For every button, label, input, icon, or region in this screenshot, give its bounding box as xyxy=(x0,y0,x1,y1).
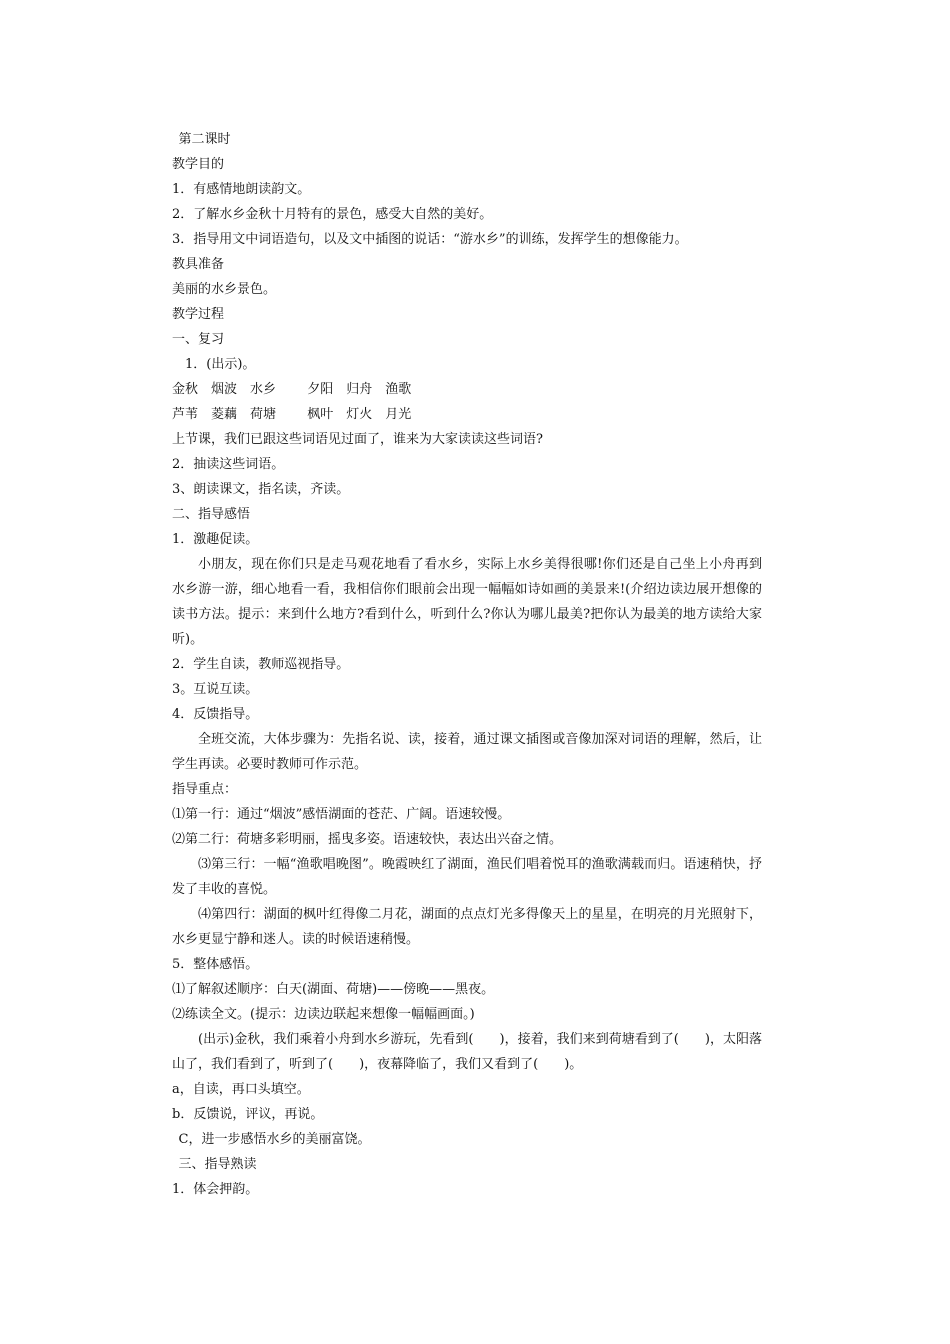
review-step-3: 3、朗读课文，指名读，齐读。 xyxy=(172,482,350,497)
guide-heading: 二、指导感悟 xyxy=(172,507,251,522)
vocab-word: 枫叶 xyxy=(307,407,334,422)
focus-line-3: ⑶第三行：一幅“渔歌唱晚图”。晚霞映红了湖面，渔民们唱着悦耳的渔歌满载而归。语速稍快，抒发了丰收的喜悦。 xyxy=(172,857,762,897)
sub-step-a: a，自读，再口头填空。 xyxy=(172,1082,310,1097)
focus-line-1: ⑴第一行：通过“烟波”感悟湖面的苍茫、广阔。语速较慢。 xyxy=(172,807,511,822)
lesson-document xyxy=(172,127,762,1202)
sub-step-c: C，进一步感悟水乡的美丽富饶。 xyxy=(178,1132,371,1147)
lesson-title: 第二课时 xyxy=(178,132,231,147)
review-heading: 一、复习 xyxy=(172,332,225,347)
fill-blank-paragraph: (出示)金秋，我们乘着小舟到水乡游玩，先看到( )，接着，我们来到荷塘看到了( )，太阳落山了，我们看到了，听到了( )，夜幕降临了，我们又看到了( )。 xyxy=(172,1032,762,1072)
guide-step-1: 1．激趣促读。 xyxy=(172,532,259,547)
vocab-word: 归舟 xyxy=(346,382,373,397)
practice-heading: 三、指导熟读 xyxy=(178,1157,257,1172)
vocab-row-1 xyxy=(172,377,762,402)
vocab-word: 夕阳 xyxy=(307,382,334,397)
vocab-word: 荷塘 xyxy=(250,407,277,422)
objectives-heading: 教学目的 xyxy=(172,157,225,172)
vocab-word: 烟波 xyxy=(211,382,238,397)
objective-3: 3．指导用文中词语造句，以及文中插图的说话：“游水乡”的训练，发挥学生的想像能力。 xyxy=(172,232,688,247)
guide-intro-paragraph: 小朋友，现在你们只是走马观花地看了看水乡，实际上水乡美得很哪!你们还是自己坐上小舟再到水乡游一游，细心地看一看，我相信你们眼前会出现一幅幅如诗如画的美景来!(介绍边读边展开想像的读书方法。提示：来到什么地方?看到什么，听到什么?你认为哪儿最美?把你认为最美的地方读给大家听)。 xyxy=(172,557,762,647)
vocab-word: 芦苇 xyxy=(172,407,199,422)
overall-line-1: ⑴了解叙述顺序：白天(湖面、荷塘)——傍晚——黑夜。 xyxy=(172,982,495,997)
guide-step-5: 5．整体感悟。 xyxy=(172,957,259,972)
vocab-word: 菱藕 xyxy=(211,407,238,422)
sub-step-b: b．反馈说，评议，再说。 xyxy=(172,1107,324,1122)
materials-heading: 教具准备 xyxy=(172,257,225,272)
review-step-2: 2．抽读这些词语。 xyxy=(172,457,285,472)
focus-line-4: ⑷第四行：湖面的枫叶红得像二月花，湖面的点点灯光多得像天上的星星，在明亮的月光照射下，水乡更显宁静和迷人。读的时候语速稍慢。 xyxy=(172,907,762,947)
focus-heading: 指导重点： xyxy=(172,782,238,797)
exchange-paragraph: 全班交流，大体步骤为：先指名说、读，接着，通过课文插图或音像加深对词语的理解，然后，让学生再读。必要时教师可作示范。 xyxy=(172,732,762,772)
review-question: 上节课，我们已跟这些词语见过面了，谁来为大家读读这些词语? xyxy=(172,432,543,447)
vocab-word: 月光 xyxy=(385,407,412,422)
vocab-row-2 xyxy=(172,402,762,427)
vocab-word: 金秋 xyxy=(172,382,199,397)
review-step-1: 1．(出示)。 xyxy=(185,357,256,372)
guide-step-4: 4．反馈指导。 xyxy=(172,707,259,722)
materials-text: 美丽的水乡景色。 xyxy=(172,282,277,297)
focus-line-2: ⑵第二行：荷塘多彩明丽，摇曳多姿。语速较快，表达出兴奋之情。 xyxy=(172,832,563,847)
guide-step-2: 2．学生自读，教师巡视指导。 xyxy=(172,657,350,672)
vocab-word: 灯火 xyxy=(346,407,373,422)
objective-2: 2．了解水乡金秋十月特有的景色，感受大自然的美好。 xyxy=(172,207,493,222)
vocab-word: 渔歌 xyxy=(385,382,412,397)
guide-step-3: 3。互说互读。 xyxy=(172,682,259,697)
vocab-word: 水乡 xyxy=(250,382,277,397)
process-heading: 教学过程 xyxy=(172,307,225,322)
overall-line-2: ⑵练读全文。(提示：边读边联起来想像一幅幅画面。) xyxy=(172,1007,475,1022)
practice-step-1: 1．体会押韵。 xyxy=(172,1182,259,1197)
objective-1: 1．有感情地朗读韵文。 xyxy=(172,182,311,197)
